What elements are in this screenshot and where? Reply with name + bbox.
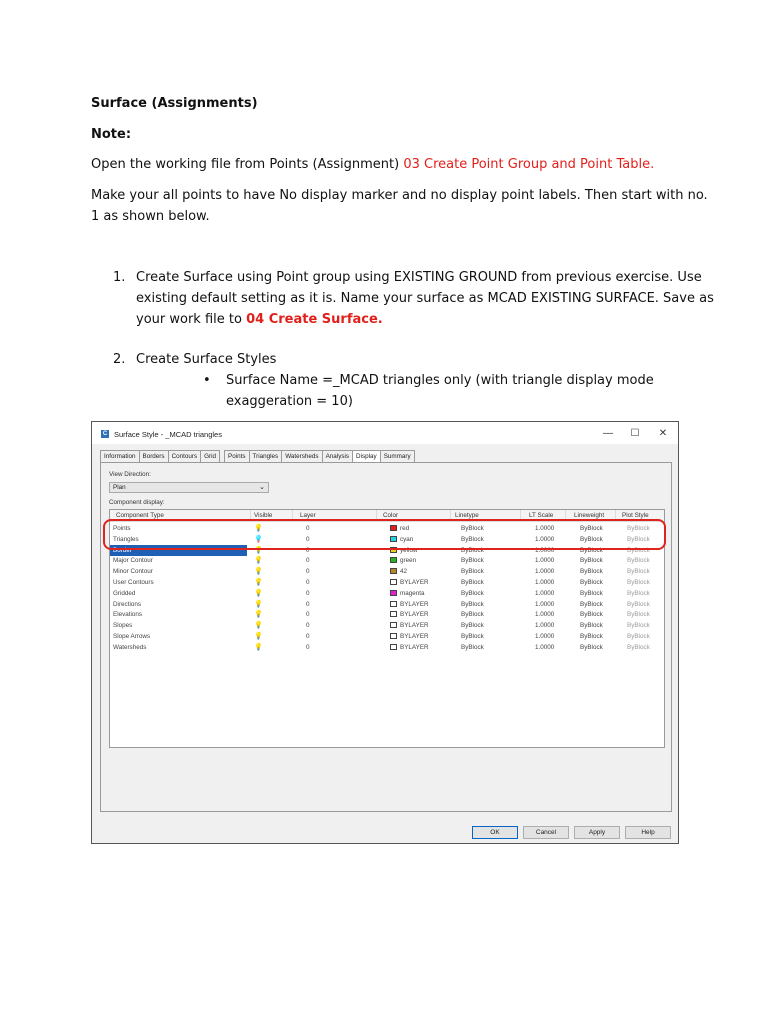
- type-cell[interactable]: Slopes: [113, 622, 133, 630]
- dialog-titlebar: [92, 422, 678, 444]
- tab-analysis[interactable]: Analysis: [322, 450, 353, 463]
- layer-cell[interactable]: 0: [306, 589, 310, 597]
- lt-scale-cell[interactable]: 1.0000: [535, 525, 555, 532]
- color-cell[interactable]: [390, 620, 429, 631]
- lt-scale-cell[interactable]: 1.0000: [535, 535, 555, 543]
- type-cell[interactable]: Slope Arrows: [113, 633, 151, 640]
- lightbulb-icon: 💡: [254, 622, 263, 630]
- color-swatch: [390, 568, 397, 574]
- visible-bulb-icon[interactable]: [254, 642, 263, 653]
- type-cell[interactable]: Elevations: [113, 611, 143, 619]
- chevron-down-icon: ⌄: [259, 484, 265, 491]
- linetype-cell[interactable]: ByBlock: [461, 633, 484, 640]
- col-visible[interactable]: Visible: [254, 512, 273, 519]
- tab-watersheds[interactable]: Watersheds: [281, 450, 322, 463]
- lineweight-cell[interactable]: ByBlock: [580, 611, 603, 619]
- bullet-icon: •: [203, 373, 211, 388]
- color-cell[interactable]: [390, 609, 429, 620]
- plot-style-cell[interactable]: ByBlock: [627, 643, 650, 651]
- plot-style-cell[interactable]: ByBlock: [627, 546, 650, 554]
- linetype-cell[interactable]: ByBlock: [461, 579, 484, 586]
- layer-cell[interactable]: 0: [306, 633, 310, 640]
- item1-line-2: existing default setting as it is. Name your surface as MCAD EXISTING SURFACE. Save as: [136, 291, 714, 306]
- civil3d-app-icon: C: [102, 431, 108, 437]
- item1-prefix: your work file to: [136, 312, 247, 327]
- col-color[interactable]: Color: [383, 512, 399, 519]
- layer-cell[interactable]: 0: [306, 643, 310, 651]
- color-name: BYLAYER: [400, 611, 429, 619]
- plot-style-cell[interactable]: ByBlock: [627, 568, 650, 576]
- layer-cell[interactable]: 0: [306, 579, 310, 586]
- tab-grid[interactable]: Grid: [200, 450, 220, 463]
- dialog-title: Surface Style - _MCAD triangles: [114, 430, 222, 439]
- table-row[interactable]: [110, 620, 664, 631]
- lineweight-cell[interactable]: ByBlock: [580, 568, 603, 576]
- item2-text: Create Surface Styles: [136, 352, 277, 367]
- maximize-icon[interactable]: ☐: [630, 428, 640, 439]
- surface-style-dialog: [91, 421, 679, 844]
- table-row[interactable]: [110, 566, 664, 577]
- color-swatch: [390, 590, 397, 596]
- color-name: BYLAYER: [400, 579, 429, 586]
- table-row[interactable]: [110, 609, 664, 620]
- type-cell[interactable]: Triangles: [113, 535, 139, 543]
- layer-cell[interactable]: 0: [306, 535, 310, 543]
- plot-style-cell[interactable]: ByBlock: [627, 600, 650, 608]
- type-cell[interactable]: User Contours: [113, 579, 154, 586]
- tab-summary[interactable]: Summary: [380, 450, 415, 463]
- lt-scale-cell[interactable]: 1.0000: [535, 568, 555, 576]
- layer-cell[interactable]: 0: [306, 525, 310, 532]
- lt-scale-cell[interactable]: 1.0000: [535, 600, 555, 608]
- tab-borders[interactable]: Borders: [139, 450, 169, 463]
- visible-bulb-icon[interactable]: [254, 599, 263, 610]
- visible-bulb-icon[interactable]: [254, 566, 263, 577]
- visible-bulb-icon[interactable]: [254, 588, 263, 599]
- tab-points[interactable]: Points: [224, 450, 250, 463]
- item1-line-1: Create Surface using Point group using EXISTING GROUND from previous exercise. Use: [136, 270, 702, 285]
- tab-triangles[interactable]: Triangles: [249, 450, 283, 463]
- color-cell[interactable]: [390, 631, 429, 642]
- color-name: BYLAYER: [400, 600, 429, 608]
- layer-cell[interactable]: 0: [306, 546, 310, 554]
- tab-contours[interactable]: Contours: [168, 450, 202, 463]
- lt-scale-cell[interactable]: 1.0000: [535, 546, 555, 554]
- note-label: Note:: [91, 127, 132, 142]
- lightbulb-icon: 💡: [254, 643, 263, 651]
- view-direction-select[interactable]: [109, 482, 269, 493]
- col-layer[interactable]: Layer: [300, 512, 316, 519]
- type-cell[interactable]: Points: [113, 525, 131, 532]
- list-number-2: 2.: [113, 352, 126, 367]
- col-plot-style[interactable]: Plot Style: [622, 512, 649, 519]
- color-cell[interactable]: [390, 566, 407, 577]
- close-icon[interactable]: ✕: [658, 428, 668, 439]
- lightbulb-icon: 💡: [254, 535, 263, 543]
- visible-bulb-icon[interactable]: [254, 555, 263, 566]
- color-swatch: [390, 611, 397, 617]
- tab-display[interactable]: Display: [352, 450, 381, 464]
- linetype-cell[interactable]: ByBlock: [461, 611, 484, 619]
- color-swatch: [390, 644, 397, 650]
- color-swatch: [390, 601, 397, 607]
- annotation-highlight: [103, 519, 666, 550]
- make-instruction-line-1: Make your all points to have No display marker and no display point labels. Then start with no.: [91, 188, 708, 203]
- col-lt-scale[interactable]: LT Scale: [529, 512, 554, 519]
- lightbulb-icon: 💡: [254, 579, 263, 586]
- plot-style-cell[interactable]: ByBlock: [627, 589, 650, 597]
- linetype-cell[interactable]: ByBlock: [461, 546, 484, 554]
- lineweight-cell[interactable]: ByBlock: [580, 600, 603, 608]
- color-name: cyan: [400, 535, 414, 543]
- color-swatch: [390, 633, 397, 639]
- bullet-line-1: Surface Name =_MCAD triangles only (with triangle display mode: [226, 373, 654, 388]
- apply-button[interactable]: Apply: [574, 826, 620, 839]
- visible-bulb-icon[interactable]: [254, 577, 263, 588]
- lightbulb-icon: 💡: [254, 525, 263, 532]
- list-number-1: 1.: [113, 270, 126, 285]
- ok-button[interactable]: OK: [472, 826, 518, 839]
- lineweight-cell[interactable]: ByBlock: [580, 622, 603, 630]
- plot-style-cell[interactable]: ByBlock: [627, 535, 650, 543]
- plot-style-cell[interactable]: ByBlock: [627, 579, 650, 586]
- visible-bulb-icon[interactable]: [254, 631, 263, 642]
- linetype-cell[interactable]: ByBlock: [461, 643, 484, 651]
- cancel-button[interactable]: Cancel: [523, 826, 569, 839]
- lightbulb-icon: 💡: [254, 600, 263, 608]
- linetype-cell[interactable]: ByBlock: [461, 557, 484, 565]
- color-name: BYLAYER: [400, 622, 429, 630]
- lt-scale-cell[interactable]: 1.0000: [535, 622, 555, 630]
- open-instruction: [91, 154, 654, 175]
- doc-heading: Surface (Assignments): [91, 96, 258, 111]
- visible-bulb-icon[interactable]: [254, 620, 263, 631]
- lineweight-cell[interactable]: ByBlock: [580, 643, 603, 651]
- plot-style-cell[interactable]: ByBlock: [627, 611, 650, 619]
- minimize-icon[interactable]: —: [603, 428, 613, 439]
- layer-cell[interactable]: 0: [306, 622, 310, 630]
- color-name: BYLAYER: [400, 633, 429, 640]
- display-tab-panel: [100, 462, 672, 812]
- color-name: BYLAYER: [400, 643, 429, 651]
- lt-scale-cell[interactable]: 1.0000: [535, 611, 555, 619]
- color-swatch: [390, 579, 397, 585]
- color-name: 42: [400, 568, 408, 576]
- lightbulb-icon: 💡: [254, 557, 263, 565]
- color-swatch: [390, 557, 397, 563]
- lt-scale-cell[interactable]: 1.0000: [535, 557, 555, 565]
- type-cell[interactable]: Minor Contour: [113, 568, 153, 576]
- table-row[interactable]: [110, 588, 664, 599]
- type-cell[interactable]: Gridded: [113, 589, 136, 597]
- item1-line-3: [136, 309, 383, 330]
- color-name: red: [400, 525, 410, 532]
- visible-bulb-icon[interactable]: [254, 609, 263, 620]
- item1-file-name: 04 Create Surface.: [246, 312, 383, 327]
- lineweight-cell[interactable]: ByBlock: [580, 633, 603, 640]
- color-cell[interactable]: [390, 555, 416, 566]
- table-row[interactable]: [110, 577, 664, 588]
- make-instruction-line-2: 1 as shown below.: [91, 209, 210, 224]
- layer-cell[interactable]: 0: [306, 557, 310, 565]
- table-row[interactable]: [110, 642, 664, 653]
- lineweight-cell[interactable]: ByBlock: [580, 589, 603, 597]
- lt-scale-cell[interactable]: 1.0000: [535, 643, 555, 651]
- layer-cell[interactable]: 0: [306, 600, 310, 608]
- col-component-type[interactable]: Component Type: [116, 512, 164, 519]
- color-cell[interactable]: [390, 588, 425, 599]
- plot-style-cell[interactable]: ByBlock: [627, 557, 650, 565]
- plot-style-cell[interactable]: ByBlock: [627, 633, 650, 640]
- lineweight-cell[interactable]: ByBlock: [580, 557, 603, 565]
- linetype-cell[interactable]: ByBlock: [461, 535, 484, 543]
- type-cell[interactable]: Border: [110, 545, 247, 556]
- open-file-name: 03 Create Point Group and Point Table.: [403, 157, 655, 172]
- layer-cell[interactable]: 0: [306, 568, 310, 576]
- lineweight-cell[interactable]: ByBlock: [580, 546, 603, 554]
- color-cell[interactable]: [390, 642, 429, 653]
- color-cell[interactable]: [390, 577, 429, 588]
- col-linetype[interactable]: Linetype: [455, 512, 479, 519]
- linetype-cell[interactable]: ByBlock: [461, 589, 484, 597]
- color-name: green: [400, 557, 417, 565]
- color-name: magenta: [400, 589, 425, 597]
- lineweight-cell[interactable]: ByBlock: [580, 535, 603, 543]
- open-text: Open the working file from Points (Assignment): [91, 157, 404, 172]
- type-cell[interactable]: Directions: [113, 600, 141, 608]
- plot-style-cell[interactable]: ByBlock: [627, 525, 650, 532]
- lightbulb-icon: 💡: [254, 568, 263, 576]
- color-name: yellow: [400, 546, 418, 554]
- type-cell[interactable]: Major Contour: [113, 557, 153, 565]
- lightbulb-icon: 💡: [254, 611, 263, 619]
- lightbulb-icon: 💡: [254, 633, 263, 640]
- color-cell[interactable]: [390, 599, 429, 610]
- linetype-cell[interactable]: ByBlock: [461, 568, 484, 576]
- table-row[interactable]: [110, 631, 664, 642]
- color-swatch: [390, 622, 397, 628]
- component-display-label: Component display:: [109, 499, 165, 506]
- linetype-cell[interactable]: ByBlock: [461, 600, 484, 608]
- table-row[interactable]: [110, 555, 664, 566]
- type-cell[interactable]: Watersheds: [113, 643, 147, 651]
- lt-scale-cell[interactable]: 1.0000: [535, 589, 555, 597]
- lineweight-cell[interactable]: ByBlock: [580, 579, 603, 586]
- view-direction-value: Plan: [113, 484, 126, 491]
- linetype-cell[interactable]: ByBlock: [461, 525, 484, 532]
- lightbulb-icon: 💡: [254, 589, 263, 597]
- layer-cell[interactable]: 0: [306, 611, 310, 619]
- lineweight-cell[interactable]: ByBlock: [580, 525, 603, 532]
- table-row[interactable]: [110, 599, 664, 610]
- dialog-tabs: [100, 450, 414, 462]
- lt-scale-cell[interactable]: 1.0000: [535, 633, 555, 640]
- tab-information[interactable]: Information: [100, 450, 140, 463]
- bullet-line-2: exaggeration = 10): [226, 394, 353, 409]
- linetype-cell[interactable]: ByBlock: [461, 622, 484, 630]
- plot-style-cell[interactable]: ByBlock: [627, 622, 650, 630]
- view-direction-label: View Direction:: [109, 471, 151, 478]
- col-lineweight[interactable]: Lineweight: [574, 512, 605, 519]
- lt-scale-cell[interactable]: 1.0000: [535, 579, 555, 586]
- lightbulb-icon: 💡: [254, 546, 263, 554]
- help-button[interactable]: Help: [625, 826, 671, 839]
